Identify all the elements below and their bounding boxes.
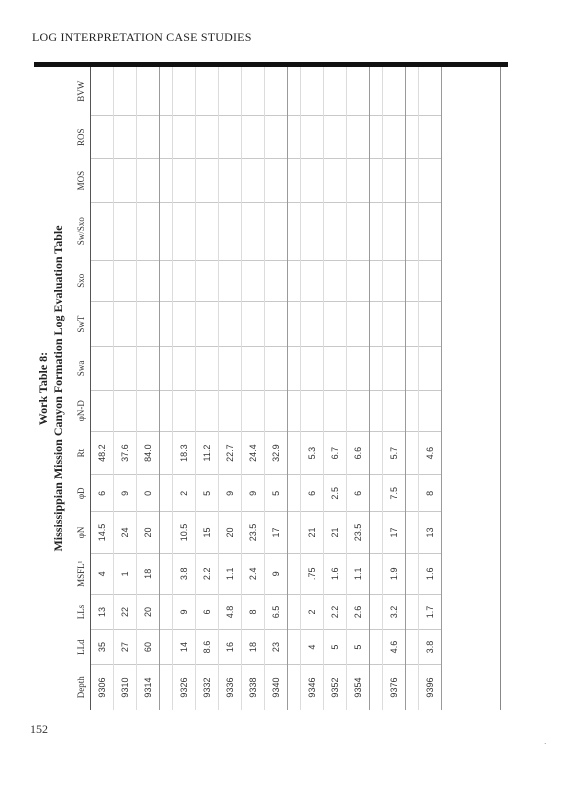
empty-cell — [219, 301, 242, 346]
column-header: LLd — [72, 630, 91, 665]
cell-lld: 3.8 — [419, 630, 442, 665]
cell-rt: 24.4 — [242, 431, 265, 474]
cell-lls: 2.2 — [324, 594, 347, 629]
empty-cell — [173, 260, 196, 301]
empty-cell — [288, 594, 301, 629]
cell-msfl: 18 — [137, 553, 160, 594]
table-row — [114, 67, 137, 710]
empty-cell — [91, 202, 114, 260]
empty-cell — [324, 202, 347, 260]
cell-phin: 20 — [137, 512, 160, 553]
empty-cell — [265, 159, 288, 202]
cell-depth: 9346 — [301, 665, 324, 710]
empty-cell — [406, 630, 419, 665]
cell-phin: 17 — [265, 512, 288, 553]
cell-msfl: 2.4 — [242, 553, 265, 594]
empty-cell — [114, 116, 137, 159]
table-subtitle: Mississippian Mission Canyon Formation Log Evaluation Table — [51, 225, 65, 552]
empty-cell — [160, 116, 173, 159]
empty-cell — [288, 390, 301, 431]
empty-cell — [114, 347, 137, 390]
empty-cell — [160, 630, 173, 665]
empty-cell — [160, 390, 173, 431]
cell-lld: 5 — [324, 630, 347, 665]
table-title: Work Table 8: — [36, 351, 50, 426]
empty-cell — [160, 67, 173, 116]
empty-cell — [370, 260, 383, 301]
table-area — [34, 67, 508, 710]
empty-cell — [406, 512, 419, 553]
empty-cell — [406, 553, 419, 594]
empty-cell — [370, 159, 383, 202]
spacer-row — [160, 67, 173, 710]
cell-depth: 9376 — [383, 665, 406, 710]
empty-cell — [173, 159, 196, 202]
empty-cell — [370, 475, 383, 512]
cell-phid: 6 — [91, 475, 114, 512]
empty-cell — [242, 116, 265, 159]
cell-phin: 17 — [383, 512, 406, 553]
cell-phid: 9 — [242, 475, 265, 512]
empty-cell — [265, 347, 288, 390]
cell-lls: 20 — [137, 594, 160, 629]
empty-cell — [160, 431, 173, 474]
empty-cell — [219, 202, 242, 260]
cell-lls: 4.8 — [219, 594, 242, 629]
cell-lls: 6.5 — [265, 594, 288, 629]
cell-rt: 6.6 — [347, 431, 370, 474]
empty-cell — [324, 260, 347, 301]
empty-cell — [324, 301, 347, 346]
empty-cell — [406, 665, 419, 710]
empty-cell — [242, 301, 265, 346]
empty-cell — [288, 67, 301, 116]
column-header: Sxo — [72, 260, 91, 301]
cell-lld: 18 — [242, 630, 265, 665]
cell-depth: 9310 — [114, 665, 137, 710]
header-row — [72, 67, 91, 710]
empty-cell — [370, 202, 383, 260]
cell-rt: 4.6 — [419, 431, 442, 474]
cell-lld: 8.6 — [196, 630, 219, 665]
empty-cell — [265, 116, 288, 159]
empty-cell — [406, 475, 419, 512]
empty-cell — [196, 202, 219, 260]
empty-cell — [288, 475, 301, 512]
column-header: SwT — [72, 301, 91, 346]
empty-cell — [160, 260, 173, 301]
cell-phin: 15 — [196, 512, 219, 553]
empty-cell — [265, 202, 288, 260]
empty-cell — [370, 347, 383, 390]
empty-cell — [173, 116, 196, 159]
empty-cell — [419, 347, 442, 390]
empty-cell — [370, 665, 383, 710]
cell-phin: 21 — [324, 512, 347, 553]
empty-cell — [301, 116, 324, 159]
empty-cell — [91, 301, 114, 346]
empty-cell — [370, 630, 383, 665]
cell-depth: 9332 — [196, 665, 219, 710]
cell-phin: 14.5 — [91, 512, 114, 553]
empty-cell — [370, 431, 383, 474]
empty-cell — [196, 67, 219, 116]
empty-cell — [301, 347, 324, 390]
cell-msfl: 1.6 — [324, 553, 347, 594]
empty-cell — [288, 159, 301, 202]
empty-cell — [160, 202, 173, 260]
empty-cell — [114, 202, 137, 260]
cell-phid: 2 — [173, 475, 196, 512]
empty-cell — [419, 202, 442, 260]
empty-cell — [219, 116, 242, 159]
empty-cell — [114, 159, 137, 202]
cell-lls: 1.7 — [419, 594, 442, 629]
table-row — [196, 67, 219, 710]
table-row — [91, 67, 114, 710]
empty-cell — [173, 67, 196, 116]
cell-phid: 8 — [419, 475, 442, 512]
empty-cell — [173, 301, 196, 346]
cell-depth: 9336 — [219, 665, 242, 710]
empty-cell — [242, 347, 265, 390]
empty-cell — [406, 159, 419, 202]
empty-cell — [383, 347, 406, 390]
empty-cell — [419, 301, 442, 346]
cell-phid: 9 — [219, 475, 242, 512]
cell-rt: 37.6 — [114, 431, 137, 474]
empty-cell — [160, 347, 173, 390]
column-header: Depth — [72, 665, 91, 710]
table-row — [137, 67, 160, 710]
empty-cell — [288, 202, 301, 260]
empty-cell — [91, 260, 114, 301]
cell-lld: 35 — [91, 630, 114, 665]
cell-lls: 22 — [114, 594, 137, 629]
table-row — [301, 67, 324, 710]
empty-cell — [114, 301, 137, 346]
empty-cell — [301, 159, 324, 202]
cell-lls: 3.2 — [383, 594, 406, 629]
cell-lls: 6 — [196, 594, 219, 629]
empty-cell — [160, 475, 173, 512]
table-titles — [34, 67, 70, 710]
empty-cell — [406, 260, 419, 301]
empty-cell — [173, 390, 196, 431]
empty-cell — [406, 67, 419, 116]
cell-msfl: 1.9 — [383, 553, 406, 594]
empty-cell — [288, 553, 301, 594]
cell-phin: 23.5 — [242, 512, 265, 553]
empty-cell — [160, 159, 173, 202]
empty-cell — [288, 347, 301, 390]
empty-cell — [114, 260, 137, 301]
empty-cell — [219, 67, 242, 116]
empty-cell — [196, 260, 219, 301]
empty-cell — [219, 347, 242, 390]
empty-cell — [419, 159, 442, 202]
empty-cell — [160, 665, 173, 710]
log-evaluation-table — [72, 67, 442, 710]
cell-phid: 2.5 — [324, 475, 347, 512]
cell-rt: 6.7 — [324, 431, 347, 474]
empty-cell — [137, 260, 160, 301]
empty-cell — [419, 67, 442, 116]
column-header: φN — [72, 512, 91, 553]
empty-cell — [137, 301, 160, 346]
cell-msfl: 2.2 — [196, 553, 219, 594]
empty-cell — [406, 594, 419, 629]
empty-cell — [196, 301, 219, 346]
cell-phin: 21 — [301, 512, 324, 553]
empty-cell — [137, 347, 160, 390]
cell-depth: 9340 — [265, 665, 288, 710]
cell-lld: 27 — [114, 630, 137, 665]
cell-depth: 9314 — [137, 665, 160, 710]
empty-cell — [383, 202, 406, 260]
spacer-row — [288, 67, 301, 710]
empty-cell — [383, 301, 406, 346]
empty-cell — [196, 159, 219, 202]
empty-cell — [383, 390, 406, 431]
empty-cell — [91, 67, 114, 116]
empty-cell — [383, 260, 406, 301]
empty-cell — [91, 347, 114, 390]
empty-cell — [370, 116, 383, 159]
table-row — [383, 67, 406, 710]
cell-msfl: 4 — [91, 553, 114, 594]
running-head: LOG INTERPRETATION CASE STUDIES — [32, 30, 252, 44]
column-header: LLs — [72, 594, 91, 629]
cell-msfl: 1.6 — [419, 553, 442, 594]
empty-cell — [137, 67, 160, 116]
cell-rt: 11.2 — [196, 431, 219, 474]
empty-cell — [324, 159, 347, 202]
empty-cell — [219, 159, 242, 202]
empty-cell — [242, 159, 265, 202]
empty-cell — [288, 431, 301, 474]
empty-cell — [419, 260, 442, 301]
empty-cell — [219, 390, 242, 431]
empty-cell — [288, 512, 301, 553]
empty-cell — [196, 390, 219, 431]
empty-cell — [137, 390, 160, 431]
empty-cell — [114, 67, 137, 116]
cell-depth: 9326 — [173, 665, 196, 710]
empty-cell — [91, 159, 114, 202]
empty-cell — [301, 67, 324, 116]
cell-lls: 13 — [91, 594, 114, 629]
cell-msfl: .75 — [301, 553, 324, 594]
empty-cell — [383, 116, 406, 159]
cell-lld: 14 — [173, 630, 196, 665]
cell-phid: 5 — [196, 475, 219, 512]
empty-cell — [406, 202, 419, 260]
empty-cell — [219, 260, 242, 301]
cell-depth: 9338 — [242, 665, 265, 710]
empty-cell — [347, 390, 370, 431]
cell-rt: 32.9 — [265, 431, 288, 474]
empty-cell — [242, 67, 265, 116]
empty-cell — [406, 347, 419, 390]
empty-cell — [265, 390, 288, 431]
cell-lld: 60 — [137, 630, 160, 665]
table-row — [242, 67, 265, 710]
spacer-row — [370, 67, 383, 710]
cell-lld: 4.6 — [383, 630, 406, 665]
empty-cell — [347, 67, 370, 116]
cell-phin: 24 — [114, 512, 137, 553]
empty-cell — [383, 67, 406, 116]
cell-depth: 9354 — [347, 665, 370, 710]
empty-cell — [160, 553, 173, 594]
cell-depth: 9306 — [91, 665, 114, 710]
empty-cell — [406, 301, 419, 346]
column-header: φN-D — [72, 390, 91, 431]
cell-msfl: 9 — [265, 553, 288, 594]
cell-lld: 16 — [219, 630, 242, 665]
empty-cell — [301, 260, 324, 301]
empty-cell — [419, 390, 442, 431]
cell-rt: 22.7 — [219, 431, 242, 474]
cell-phid: 6 — [347, 475, 370, 512]
cell-rt: 5.3 — [301, 431, 324, 474]
cell-rt: 48.2 — [91, 431, 114, 474]
column-header: ROS — [72, 116, 91, 159]
cell-phid: 9 — [114, 475, 137, 512]
cell-phin: 10.5 — [173, 512, 196, 553]
rotated-table-page — [34, 67, 508, 710]
empty-cell — [370, 390, 383, 431]
empty-cell — [288, 630, 301, 665]
bottom-rule — [500, 67, 501, 710]
column-header: Swa — [72, 347, 91, 390]
empty-cell — [347, 347, 370, 390]
empty-cell — [324, 67, 347, 116]
cell-lls: 8 — [242, 594, 265, 629]
empty-cell — [196, 116, 219, 159]
column-header: MSFL¹ — [72, 553, 91, 594]
empty-cell — [265, 260, 288, 301]
table-row — [324, 67, 347, 710]
empty-cell — [173, 347, 196, 390]
cell-rt: 18.3 — [173, 431, 196, 474]
cell-lls: 2 — [301, 594, 324, 629]
table-row — [419, 67, 442, 710]
empty-cell — [347, 301, 370, 346]
empty-cell — [242, 202, 265, 260]
cell-phin: 20 — [219, 512, 242, 553]
cell-rt: 84.0 — [137, 431, 160, 474]
empty-cell — [406, 390, 419, 431]
empty-cell — [347, 159, 370, 202]
empty-cell — [301, 301, 324, 346]
empty-cell — [160, 301, 173, 346]
empty-cell — [370, 67, 383, 116]
cell-phid: 0 — [137, 475, 160, 512]
column-header: Sw/Sxo — [72, 202, 91, 260]
empty-cell — [137, 159, 160, 202]
empty-cell — [114, 390, 137, 431]
empty-cell — [370, 594, 383, 629]
cell-lls: 9 — [173, 594, 196, 629]
empty-cell — [288, 116, 301, 159]
cell-msfl: 1 — [114, 553, 137, 594]
table-row — [265, 67, 288, 710]
table-row — [347, 67, 370, 710]
page-number: 152 — [30, 722, 48, 736]
column-header: BVW — [72, 67, 91, 116]
cell-phin: 23.5 — [347, 512, 370, 553]
empty-cell — [406, 116, 419, 159]
cell-lld: 23 — [265, 630, 288, 665]
empty-cell — [242, 260, 265, 301]
empty-cell — [91, 390, 114, 431]
empty-cell — [370, 512, 383, 553]
spacer-row — [406, 67, 419, 710]
cell-phid: 6 — [301, 475, 324, 512]
column-header: Rt — [72, 431, 91, 474]
stray-mark: · — [544, 740, 547, 748]
empty-cell — [173, 202, 196, 260]
empty-cell — [288, 260, 301, 301]
empty-cell — [370, 301, 383, 346]
table-row — [173, 67, 196, 710]
empty-cell — [137, 116, 160, 159]
cell-phid: 7.5 — [383, 475, 406, 512]
cell-msfl: 1.1 — [219, 553, 242, 594]
empty-cell — [160, 594, 173, 629]
empty-cell — [347, 202, 370, 260]
cell-depth: 9396 — [419, 665, 442, 710]
cell-lld: 4 — [301, 630, 324, 665]
empty-cell — [324, 390, 347, 431]
column-header: MOS — [72, 159, 91, 202]
empty-cell — [160, 512, 173, 553]
empty-cell — [265, 67, 288, 116]
cell-lls: 2.6 — [347, 594, 370, 629]
empty-cell — [347, 116, 370, 159]
empty-cell — [301, 390, 324, 431]
empty-cell — [137, 202, 160, 260]
empty-cell — [265, 301, 288, 346]
cell-lld: 5 — [347, 630, 370, 665]
table-row — [219, 67, 242, 710]
cell-phid: 5 — [265, 475, 288, 512]
empty-cell — [370, 553, 383, 594]
cell-msfl: 3.8 — [173, 553, 196, 594]
empty-cell — [288, 301, 301, 346]
column-header: φD — [72, 475, 91, 512]
empty-cell — [383, 159, 406, 202]
empty-cell — [406, 431, 419, 474]
cell-phin: 13 — [419, 512, 442, 553]
empty-cell — [419, 116, 442, 159]
cell-depth: 9352 — [324, 665, 347, 710]
cell-msfl: 1.1 — [347, 553, 370, 594]
empty-cell — [324, 347, 347, 390]
cell-rt: 5.7 — [383, 431, 406, 474]
empty-cell — [324, 116, 347, 159]
empty-cell — [91, 116, 114, 159]
empty-cell — [196, 347, 219, 390]
empty-cell — [347, 260, 370, 301]
empty-cell — [301, 202, 324, 260]
empty-cell — [288, 665, 301, 710]
empty-cell — [242, 390, 265, 431]
